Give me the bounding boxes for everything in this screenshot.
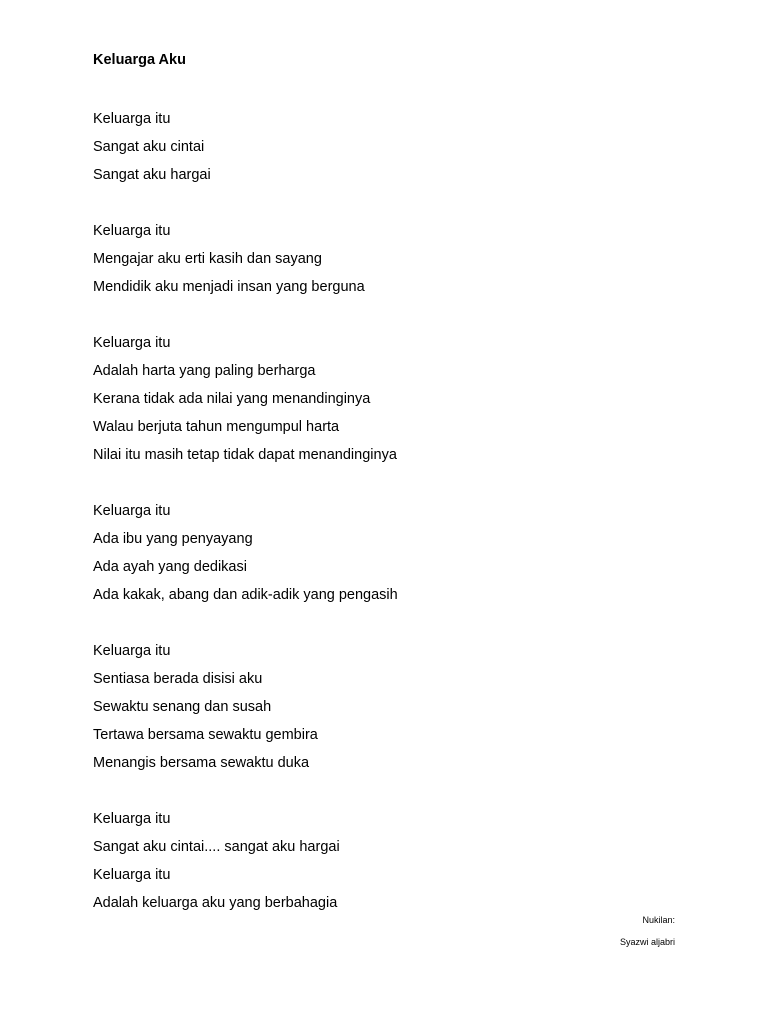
stanza-4 xyxy=(93,497,653,609)
poem-line: Ada kakak, abang dan adik-adik yang pengasih xyxy=(93,587,398,603)
credit-author: Syazwi aljabri xyxy=(619,937,675,947)
poem-body xyxy=(93,105,653,945)
poem-line: Keluarga itu xyxy=(93,643,171,659)
stanza-3 xyxy=(93,329,653,469)
poem-line: Keluarga itu xyxy=(93,223,171,239)
poem-line: Sangat aku cintai xyxy=(93,139,205,155)
poem-line: Mengajar aku erti kasih dan sayang xyxy=(93,251,322,267)
poem-line: Nilai itu masih tetap tidak dapat menandinginya xyxy=(93,447,397,463)
poem-line: Sangat aku hargai xyxy=(93,167,211,183)
poem-line: Sangat aku cintai.... sangat aku hargai xyxy=(93,839,340,855)
poem-title: Keluarga Aku xyxy=(93,52,186,68)
poem-line: Ada ibu yang penyayang xyxy=(93,531,253,547)
poem-line: Tertawa bersama sewaktu gembira xyxy=(93,727,318,743)
stanza-5 xyxy=(93,637,653,777)
credit-label: Nukilan: xyxy=(642,915,675,925)
poem-line: Sentiasa berada disisi aku xyxy=(93,671,263,687)
poem-line: Keluarga itu xyxy=(93,503,171,519)
poem-line: Ada ayah yang dedikasi xyxy=(93,559,247,575)
poem-line: Sewaktu senang dan susah xyxy=(93,699,272,715)
poem-line: Keluarga itu xyxy=(93,867,171,883)
poem-line: Walau berjuta tahun mengumpul harta xyxy=(93,419,340,435)
poem-line: Adalah keluarga aku yang berbahagia xyxy=(93,895,338,911)
poem-line: Keluarga itu xyxy=(93,335,171,351)
stanza-1 xyxy=(93,105,653,189)
poem-line: Keluarga itu xyxy=(93,811,171,827)
poem-line: Kerana tidak ada nilai yang menandinginya xyxy=(93,391,371,407)
poem-line: Menangis bersama sewaktu duka xyxy=(93,755,310,771)
stanza-6 xyxy=(93,805,653,917)
poem-line: Mendidik aku menjadi insan yang berguna xyxy=(93,279,365,295)
poem-line: Keluarga itu xyxy=(93,111,171,127)
stanza-2 xyxy=(93,217,653,301)
poem-line: Adalah harta yang paling berharga xyxy=(93,363,316,379)
